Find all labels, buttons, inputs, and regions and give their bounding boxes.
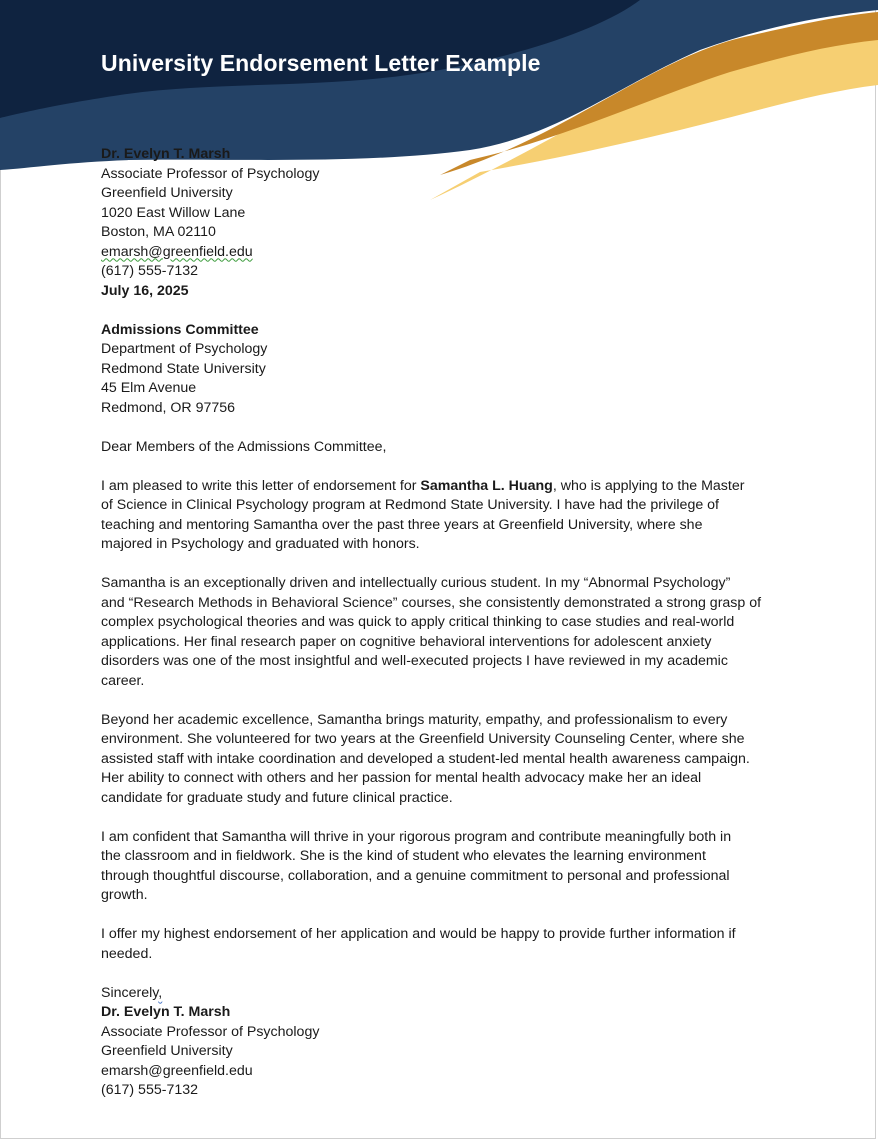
paragraph-academics-line: and “Research Methods in Behavioral Science” courses, she consistently demonstrated a strong grasp of xyxy=(101,594,762,611)
sender-position: Associate Professor of Psychology xyxy=(101,165,320,182)
paragraph-intro-line: of Science in Clinical Psychology program at Redmond State University. I have had the privilege of xyxy=(101,497,719,513)
sender-street: 1020 East Willow Lane xyxy=(101,204,246,221)
recipient-department: Department of Psychology xyxy=(101,341,268,357)
paragraph-character-line: assisted staff with intake coordination and developed a student-led mental health awareness campaign. xyxy=(101,750,750,767)
paragraph-confidence-line: growth. xyxy=(101,887,148,903)
paragraph-intro-line: majored in Psychology and graduated with honors. xyxy=(101,536,420,552)
paragraph-academics-line: career. xyxy=(101,672,145,689)
closing-block xyxy=(101,984,781,1101)
closing-salutation xyxy=(101,984,781,1004)
sender-phone: (617) 555-7132 xyxy=(101,263,199,279)
recipient-street: 45 Elm Avenue xyxy=(101,380,197,396)
sender-name: Dr. Evelyn T. Marsh xyxy=(101,146,231,162)
page-title: University Endorsement Letter Example xyxy=(101,50,541,76)
closing-word: Sincerely xyxy=(101,984,159,1001)
paragraph-character-line: environment. She volunteered for two years at the Greenfield University Counseling Center, where she xyxy=(101,731,745,747)
paragraph-confidence-line: I am confident that Samantha will thrive in your rigorous program and contribute meaningfully both in xyxy=(101,828,732,845)
closing-comma: , xyxy=(158,984,163,1001)
paragraph-endorsement xyxy=(101,925,781,964)
closing-name: Dr. Evelyn T. Marsh xyxy=(101,1004,231,1020)
closing-institution: Greenfield University xyxy=(101,1043,233,1059)
letter-date: July 16, 2025 xyxy=(101,282,189,299)
sender-institution: Greenfield University xyxy=(101,185,233,201)
letter-body xyxy=(101,145,781,1101)
paragraph-confidence-line: through thoughtful discourse, collaboration, and a genuine commitment to personal and professional xyxy=(101,867,730,884)
paragraph-academics-line: Samantha is an exceptionally driven and intellectually curious student. In my “Abnormal Psychology” xyxy=(101,575,731,591)
paragraph-character-line: Beyond her academic excellence, Samantha brings maturity, empathy, and professionalism to every xyxy=(101,711,728,728)
paragraph-endorsement-line: I offer my highest endorsement of her application and would be happy to provide further information if xyxy=(101,926,736,942)
paragraph-character-line: candidate for graduate study and future clinical practice. xyxy=(101,789,453,806)
closing-email: emarsh@greenfield.edu xyxy=(101,1062,253,1079)
recipient-name: Admissions Committee xyxy=(101,321,259,338)
intro-text-before: I am pleased to write this letter of endorsement for xyxy=(101,477,421,494)
paragraph-academics-line: applications. Her final research paper on cognitive behavioral interventions for adolescent anxiety xyxy=(101,633,712,650)
paragraph-character xyxy=(101,711,781,809)
recipient-city: Redmond, OR 97756 xyxy=(101,399,236,416)
student-name: Samantha L. Huang xyxy=(420,477,553,494)
paragraph-intro-line xyxy=(101,477,781,497)
paragraph-confidence-line: the classroom and in fieldwork. She is the kind of student who elevates the learning environment xyxy=(101,848,706,864)
paragraph-confidence xyxy=(101,828,781,906)
paragraph-character-line: Her ability to connect with others and her passion for mental health advocacy make her an ideal xyxy=(101,770,702,786)
closing-position: Associate Professor of Psychology xyxy=(101,1023,320,1040)
recipient-institution: Redmond State University xyxy=(101,360,266,377)
salutation-text: Dear Members of the Admissions Committee, xyxy=(101,438,387,455)
paragraph-academics-line: disorders was one of the most insightful and well-executed projects I have reviewed in my academic xyxy=(101,653,728,669)
paragraph-academics xyxy=(101,574,781,691)
sender-email: emarsh@greenfield.edu xyxy=(101,243,253,260)
paragraph-academics-line: complex psychological theories and was quick to apply critical thinking to case studies and real-world xyxy=(101,614,735,630)
intro-text-after: , who is applying to the Master xyxy=(552,477,745,494)
paragraph-intro xyxy=(101,477,781,555)
recipient-block xyxy=(101,321,781,419)
closing-phone: (617) 555-7132 xyxy=(101,1082,199,1098)
sender-block xyxy=(101,145,781,301)
salutation xyxy=(101,438,781,458)
paragraph-intro-line: teaching and mentoring Samantha over the past three years at Greenfield University, where she xyxy=(101,516,703,533)
paragraph-endorsement-line: needed. xyxy=(101,945,153,962)
sender-city: Boston, MA 02110 xyxy=(101,224,216,240)
